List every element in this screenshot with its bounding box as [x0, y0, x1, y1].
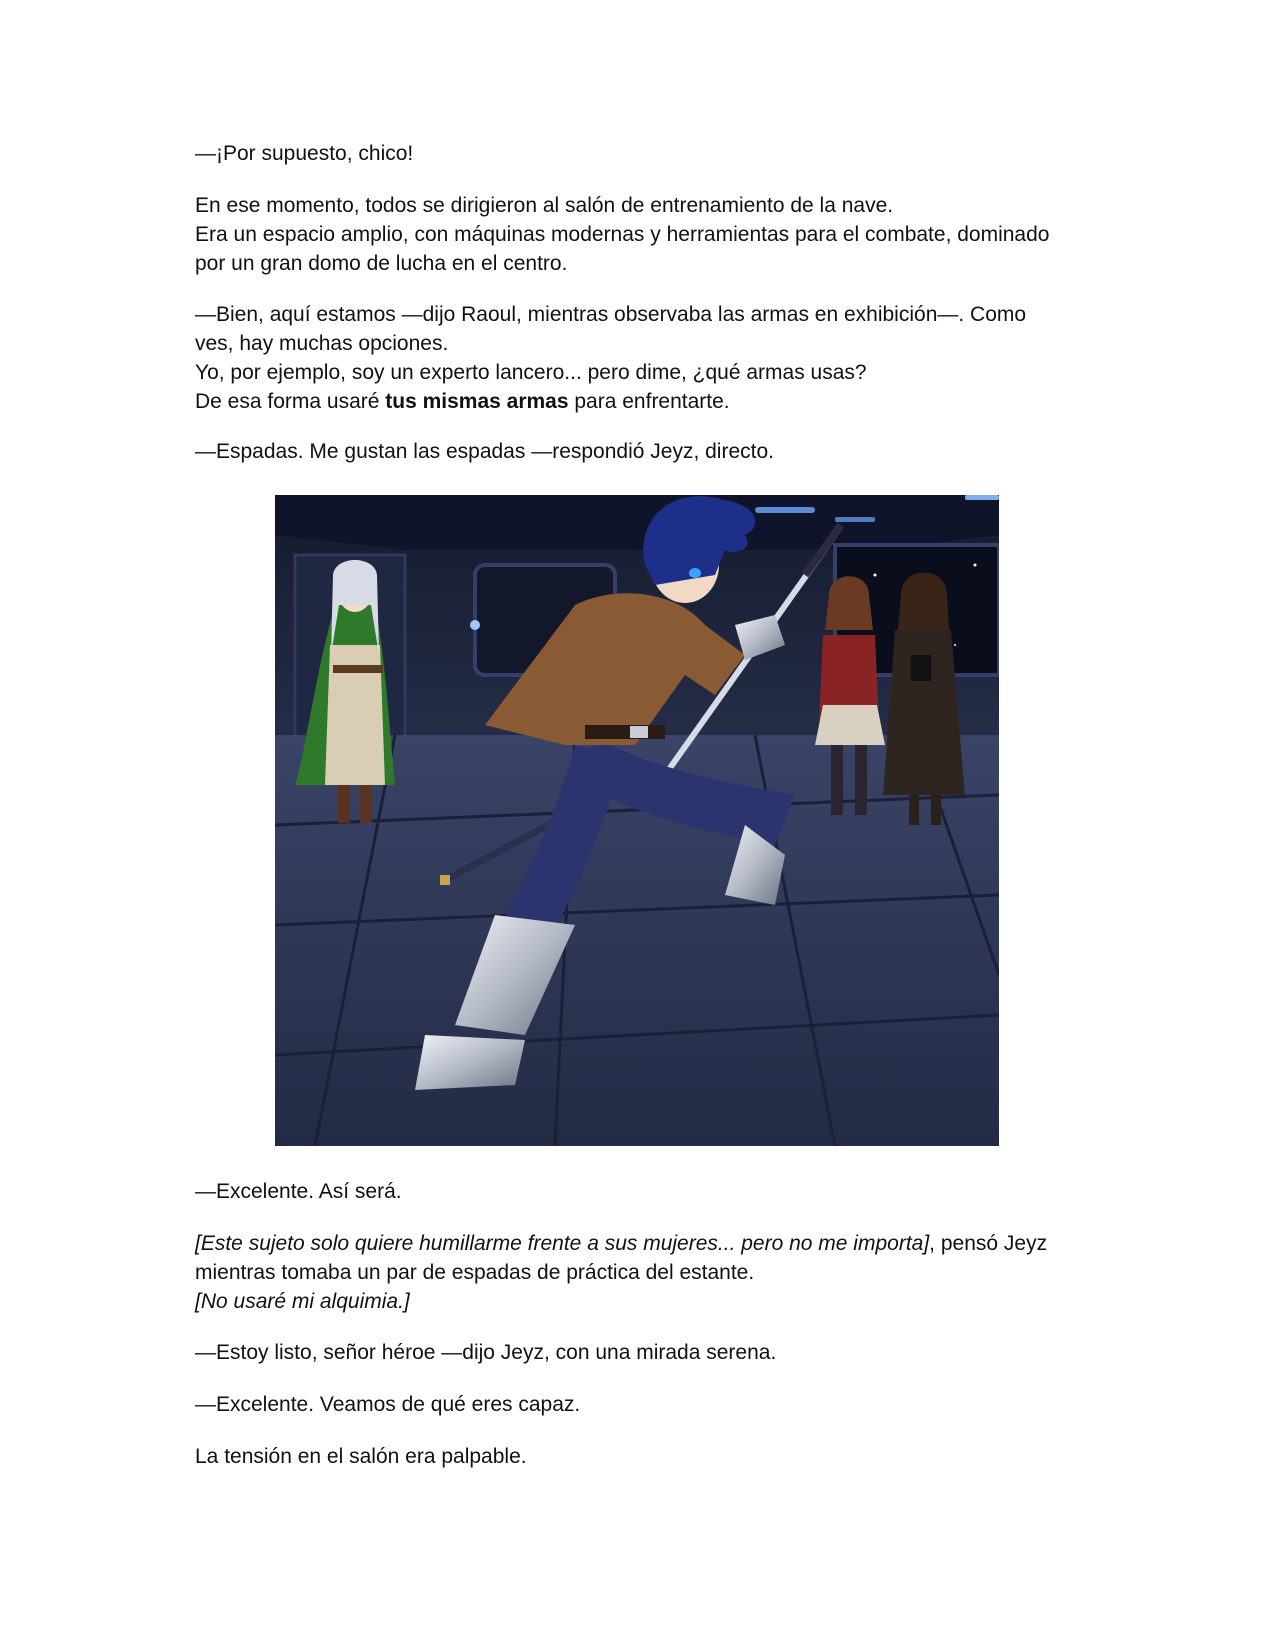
paragraph-3	[195, 300, 1095, 416]
paragraph-3-line-2: ves, hay muchas opciones.	[195, 332, 449, 355]
illustration-scene	[275, 495, 999, 1146]
paragraph-8-text: —Excelente. Veamos de qué eres capaz.	[195, 1393, 581, 1416]
paragraph-3-line-4-end: para enfrentarte.	[568, 390, 730, 413]
paragraph-7	[195, 1338, 1095, 1367]
inner-thought-2: [No usaré mi alquimia.]	[195, 1290, 410, 1313]
ceiling-light-1	[755, 507, 815, 513]
star-3	[974, 564, 977, 567]
wall-light	[470, 620, 480, 630]
paragraph-9-text: La tensión en el salón era palpable.	[195, 1445, 527, 1468]
paragraph-3-line-1: —Bien, aquí estamos —dijo Raoul, mientras observaba las armas en exhibición—. Como	[195, 303, 1027, 326]
paragraph-6-line-2: mientras tomaba un par de espadas de práctica del estante.	[195, 1261, 755, 1284]
paragraph-4-text: —Espadas. Me gustan las espadas —respondió Jeyz, directo.	[195, 440, 774, 463]
ceiling	[275, 495, 999, 550]
inner-thought-1: [Este sujeto solo quiere humillarme frente a sus mujeres... pero no me importa]	[195, 1232, 930, 1255]
ceiling-light-3	[965, 495, 999, 500]
paragraph-9	[195, 1442, 1095, 1471]
paragraph-5	[195, 1177, 1095, 1206]
ceiling-light-2	[835, 517, 875, 522]
paragraph-3-line-3: Yo, por ejemplo, soy un experto lancero... pero dime, ¿qué armas usas?	[195, 361, 867, 384]
paragraph-6	[195, 1229, 1095, 1316]
paragraph-1	[195, 139, 1095, 168]
star-1	[874, 574, 877, 577]
paragraph-2-line-3: por un gran domo de lucha en el centro.	[195, 252, 568, 275]
paragraph-4	[195, 437, 1095, 466]
paragraph-2-line-2: Era un espacio amplio, con máquinas modernas y herramientas para el combate, dominado	[195, 223, 1050, 246]
paragraph-5-text: —Excelente. Así será.	[195, 1180, 402, 1203]
bold-phrase: tus mismas armas	[385, 390, 569, 413]
paragraph-3-line-4	[195, 387, 1095, 416]
paragraph-6-line-1-end: , pensó Jeyz	[929, 1232, 1048, 1255]
paragraph-2	[195, 191, 1095, 278]
paragraph-3-line-4-start: De esa forma usaré	[195, 390, 386, 413]
paragraph-2-line-1: En ese momento, todos se dirigieron al salón de entrenamiento de la nave.	[195, 194, 894, 217]
star-4	[954, 644, 956, 646]
anime-illustration	[275, 495, 999, 1146]
paragraph-7-text: —Estoy listo, señor héroe —dijo Jeyz, con una mirada serena.	[195, 1341, 777, 1364]
paragraph-1-text: —¡Por supuesto, chico!	[195, 142, 414, 165]
paragraph-6-line-1	[195, 1229, 1095, 1258]
paragraph-8	[195, 1390, 1095, 1419]
